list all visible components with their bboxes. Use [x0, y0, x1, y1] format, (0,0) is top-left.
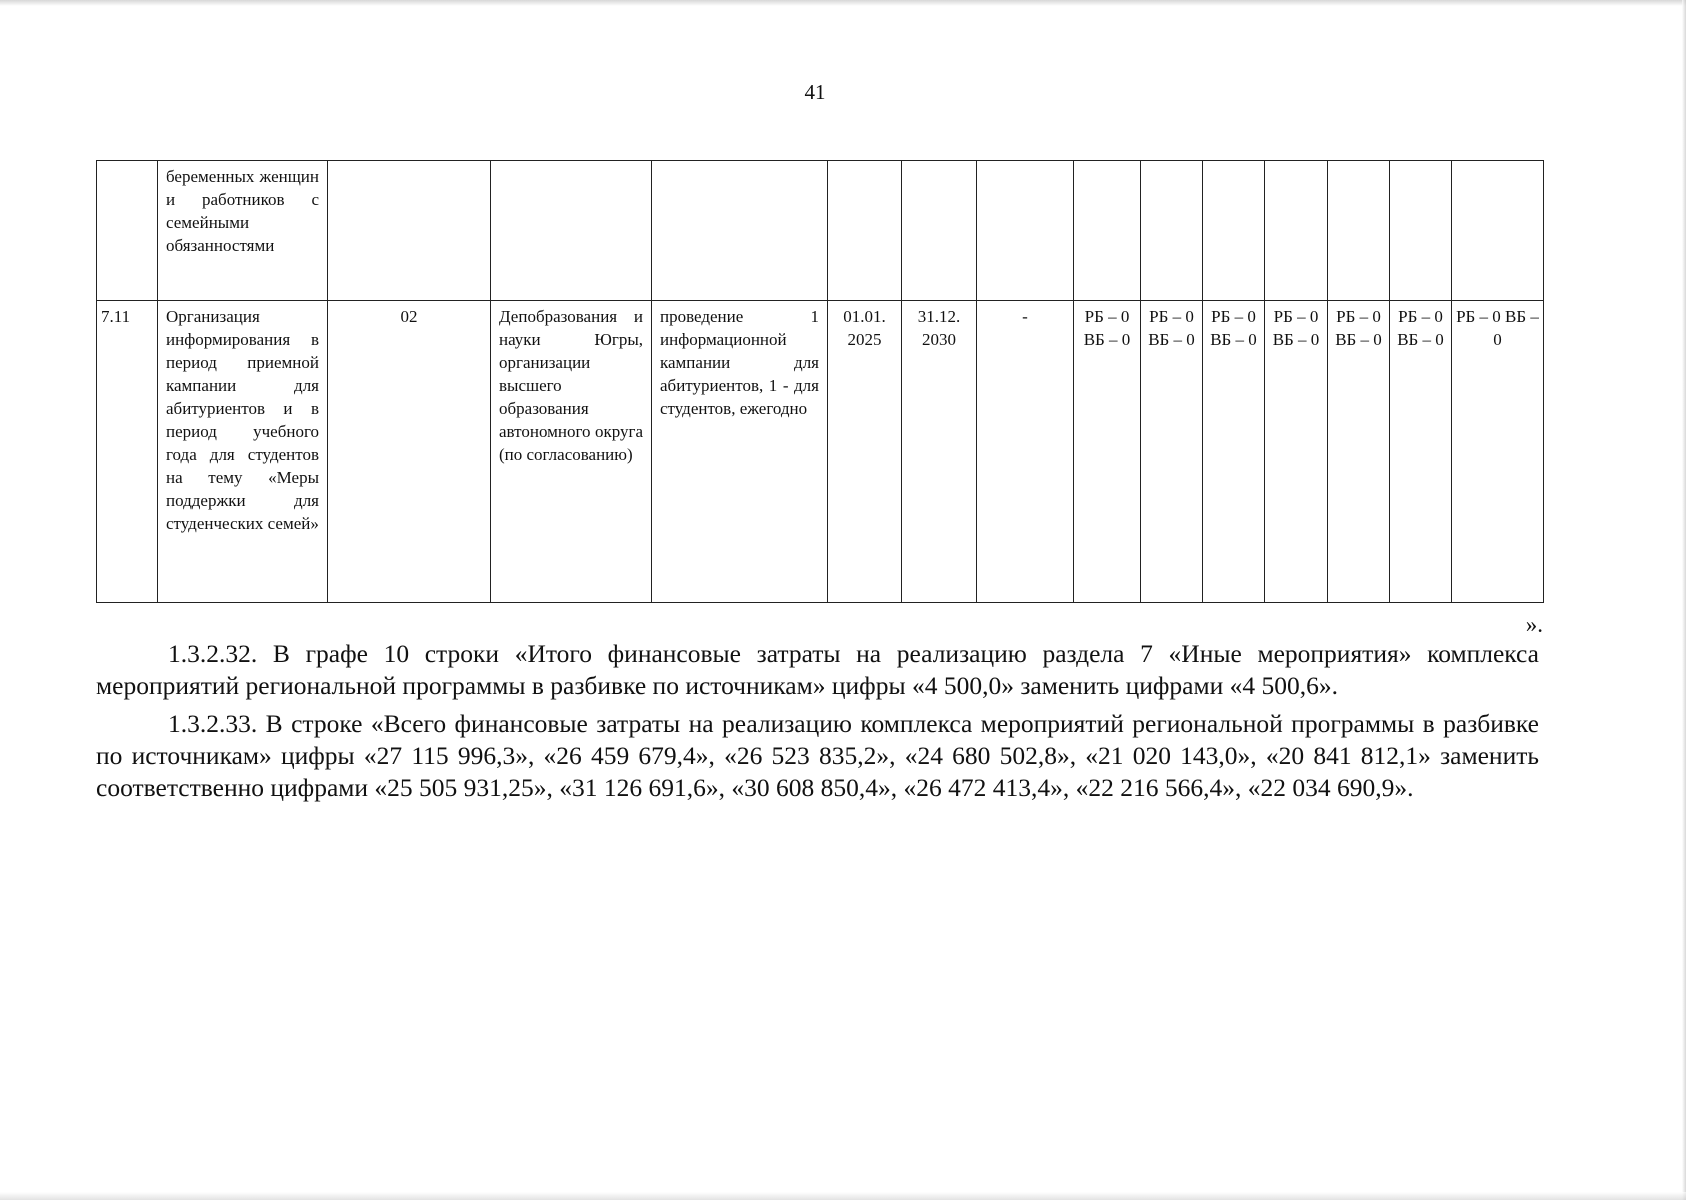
- cell-finance: [1265, 301, 1328, 603]
- cell-finance: [1074, 301, 1141, 603]
- finance-value: РБ – 0 ВБ – 0: [1210, 307, 1257, 349]
- finance-value: РБ – 0 ВБ – 0: [1083, 307, 1131, 349]
- page-number: 41: [804, 80, 826, 104]
- row-start-date-text: 01.01. 2025: [843, 307, 886, 349]
- row-col8-text: -: [1022, 307, 1028, 326]
- table-row-7-11: [97, 301, 1544, 603]
- cell-name: [158, 301, 328, 603]
- scan-edge-right: [1682, 0, 1686, 1200]
- cell-finance: [1141, 161, 1203, 301]
- cell-code: [328, 301, 491, 603]
- cell-finance: [1390, 301, 1452, 603]
- scan-edge-bottom: [0, 1192, 1686, 1200]
- cell-finance: [1141, 301, 1203, 603]
- cell-finance: [1203, 301, 1265, 603]
- row-executor-text: Депобразования и науки Югры, организации высшего образования автономного округа (по согласованию): [499, 307, 643, 464]
- cell-finance: [1452, 301, 1544, 603]
- row-end-date-text: 31.12. 2030: [917, 307, 961, 349]
- cell-executor: [491, 301, 652, 603]
- table-row-continuation: [97, 161, 1544, 301]
- paragraph-1-3-2-32: 1.3.2.32. В графе 10 строки «Итого финансовые затраты на реализацию раздела 7 «Иные мероприятия» комплекса мероприятий региональной программы в разбивке по источникам» цифры «4 500,0» заменить цифрами «4 500,6».: [96, 639, 1539, 700]
- cell-col8: [977, 161, 1074, 301]
- closing-quote: ».: [1525, 612, 1543, 637]
- cell-num: [97, 301, 158, 603]
- cell-finance: [1328, 161, 1390, 301]
- finance-value: РБ – 0 ВБ – 0: [1397, 307, 1444, 349]
- cell-result: [652, 161, 828, 301]
- activity-table: [96, 160, 1544, 603]
- row-num-text: 7.11: [101, 307, 131, 326]
- cell-start-date: [828, 161, 902, 301]
- cell-start-date: [828, 301, 902, 603]
- row-result-text: проведение 1 информационной кампании для абитуриентов, 1 - для студентов, ежегодно: [660, 307, 819, 418]
- cell-name: [158, 161, 328, 301]
- cell-finance: [1265, 161, 1328, 301]
- cell-result: [652, 301, 828, 603]
- cell-code: [328, 161, 491, 301]
- finance-value: РБ – 0 ВБ – 0: [1456, 307, 1539, 349]
- cell-finance: [1328, 301, 1390, 603]
- finance-value: РБ – 0 ВБ – 0: [1335, 307, 1382, 349]
- paragraph-1-3-2-33: 1.3.2.33. В строке «Всего финансовые затраты на реализацию комплекса мероприятий региональной программы в разбивке по источникам» цифры «27 115 996,3», «26 459 679,4», «26 523 835,2», «24 680 502,8», «21 020 143,0», «20 841 812,1» заменить соответственно цифрами «25 505 931,25», «31 126 691,6», «30 608 850,4», «26 472 413,4», «22 216 566,4», «22 034 690,9».: [96, 709, 1539, 802]
- cell-finance: [1390, 161, 1452, 301]
- scan-edge-top: [0, 0, 1686, 6]
- row-code-text: 02: [400, 307, 418, 326]
- cell-num: [97, 161, 158, 301]
- finance-value: РБ – 0 ВБ – 0: [1272, 307, 1320, 349]
- finance-value: РБ – 0 ВБ – 0: [1148, 307, 1195, 349]
- cell-finance: [1452, 161, 1544, 301]
- continuation-name-text: беременных женщин и работников с семейными обязанностями: [166, 167, 319, 255]
- cell-finance: [1203, 161, 1265, 301]
- cell-col8: [977, 301, 1074, 603]
- cell-finance: [1074, 161, 1141, 301]
- cell-executor: [491, 161, 652, 301]
- cell-end-date: [902, 301, 977, 603]
- cell-end-date: [902, 161, 977, 301]
- row-name-text: Организация информирования в период приемной кампании для абитуриентов и в период учебного года для студентов на тему «Меры поддержки для студенческих семей»: [166, 307, 319, 533]
